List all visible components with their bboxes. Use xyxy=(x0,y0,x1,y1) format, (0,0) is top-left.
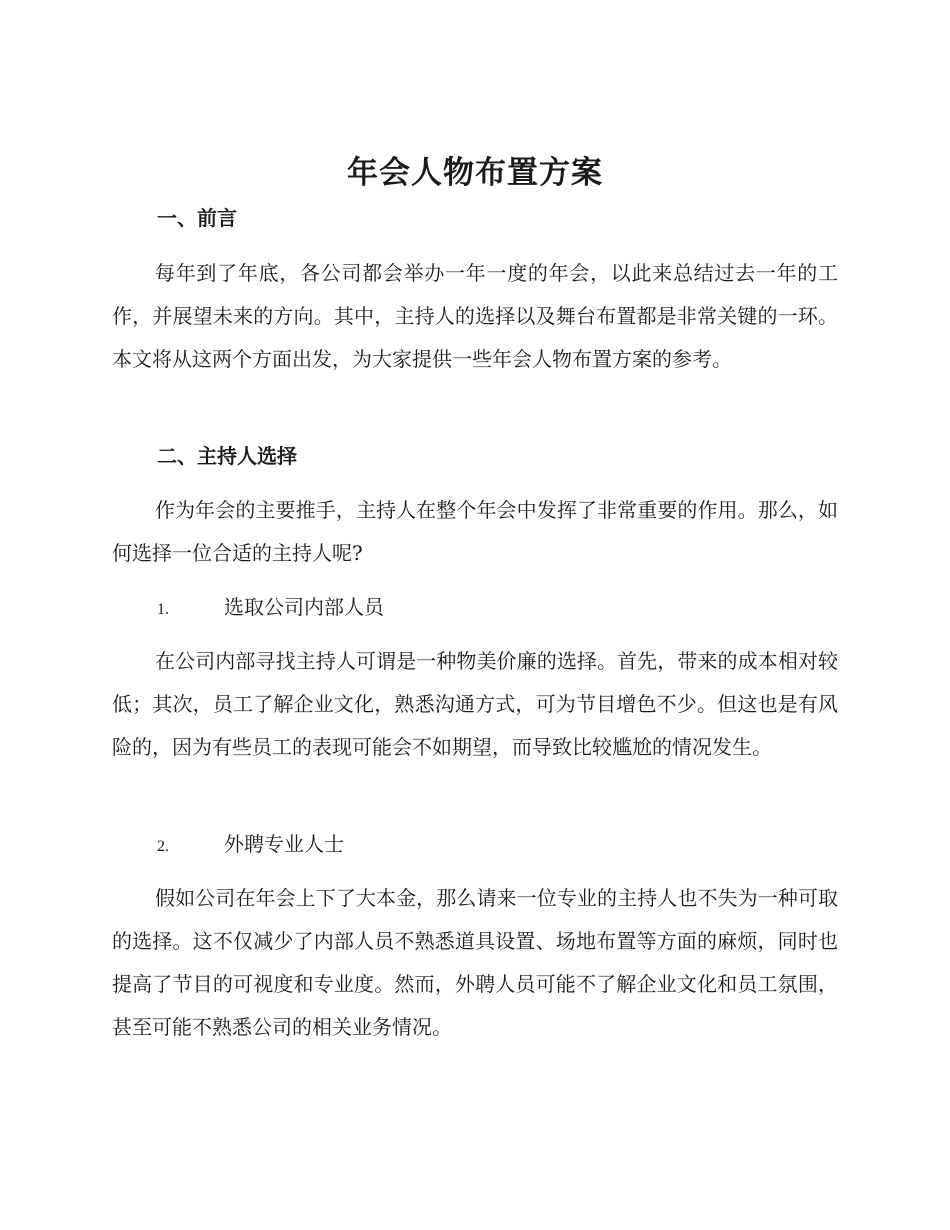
preface-paragraph: 每年到了年底，各公司都会举办一年一度的年会，以此来总结过去一年的工作，并展望未来的方向。其中，主持人的选择以及舞台布置都是非常关键的一环。本文将从这两个方面出发，为大家提供一些年会人物布置方案的参考。 xyxy=(112,261,838,371)
host-selection-paragraph: 作为年会的主要推手，主持人在整个年会中发挥了非常重要的作用。那么，如何选择一位合适的主持人呢? xyxy=(112,498,838,565)
external-professional-paragraph: 假如公司在年会上下了大本金，那么请来一位专业的主持人也不失为一种可取的选择。这不仅减少了内部人员不熟悉道具设置、场地布置等方面的麻烦，同时也提高了节目的可视度和专业度。然而，外聘人员可能不了解企业文化和员工氛围，甚至可能不熟悉公司的相关业务情况。 xyxy=(112,886,838,1039)
list-item-number: 1. xyxy=(157,601,169,618)
list-item-label: 选取公司内部人员 xyxy=(224,595,384,619)
list-item-number: 2. xyxy=(157,838,169,855)
list-item-external-professional xyxy=(157,829,344,862)
document-title: 年会人物布置方案 xyxy=(347,155,603,191)
section-heading-preface: 一、前言 xyxy=(157,206,237,230)
list-item-internal-staff xyxy=(157,592,384,625)
list-item-label: 外聘专业人士 xyxy=(224,832,344,856)
internal-staff-paragraph: 在公司内部寻找主持人可谓是一种物美价廉的选择。首先，带来的成本相对较低；其次，员工了解企业文化，熟悉沟通方式，可为节目增色不少。但这也是有风险的，因为有些员工的表现可能会不如期望，而导致比较尴尬的情况发生。 xyxy=(112,649,838,759)
section-heading-host-selection: 二、主持人选择 xyxy=(157,444,297,468)
